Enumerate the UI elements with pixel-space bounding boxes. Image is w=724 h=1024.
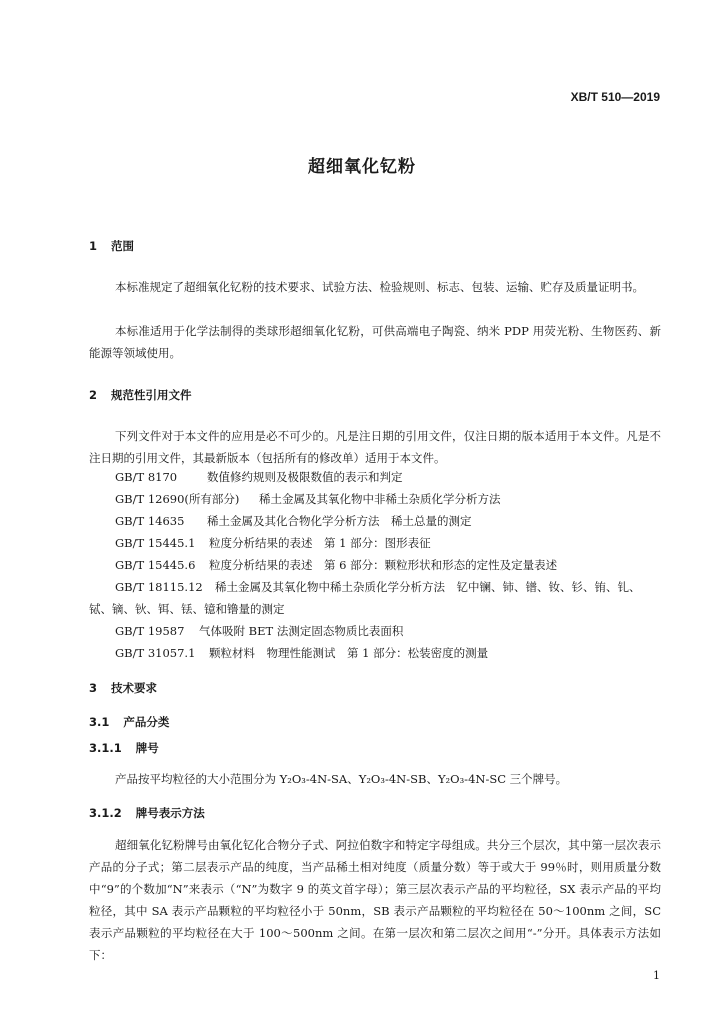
reference-code: GB/T 19587 [115,624,185,638]
section-2-heading [89,387,192,403]
section-3-1-2-heading [89,805,205,821]
reference-title: 铽、镝、钬、铒、铥、镱和镥量的测定 [89,602,285,616]
reference-code: GB/T 31057.1 [115,646,196,660]
reference-title: 稀土金属及其氧化物中非稀土杂质化学分析方法 [259,492,501,506]
page-number: 1 [653,969,660,982]
reference-title: 数值修约规则及极限数值的表示和判定 [207,470,403,484]
reference-code: GB/T 15445.6 [115,558,196,572]
reference-title: 稀土金属及其氧化物中稀土杂质化学分析方法 钇中镧、铈、镨、钕、钐、铕、钆、 [215,580,641,594]
section-3-heading [89,680,157,696]
section-1-para-1: 本标准规定了超细氧化钇粉的技术要求、试验方法、检验规则、标志、包装、运输、贮存及质量证明书。 [115,280,644,294]
section-1-number: 1 [89,239,98,253]
reference-item [115,623,403,639]
reference-code: GB/T 14635 [115,514,185,528]
section-3-1-1-title: 牌号 [135,741,159,755]
reference-item [115,579,641,595]
reference-item-continuation [89,601,285,617]
reference-item [115,469,403,485]
section-1-para-2: 本标准适用于化学法制得的类球形超细氧化钇粉，可供高端电子陶瓷、纳米 PDP 用荧光粉、生物医药、新能源等领域使用。 [89,324,661,360]
reference-code: GB/T 8170 [115,470,178,484]
reference-code: GB/T 12690(所有部分) [115,492,240,506]
section-1-title: 范围 [111,239,135,253]
section-3-1-1-heading [89,740,159,756]
reference-title: 稀土金属及其化合物化学分析方法 稀土总量的测定 [207,514,472,528]
section-2-intro: 下列文件对于本文件的应用是必不可少的。凡是注日期的引用文件，仅注日期的版本适用于本文件。凡是不注日期的引用文件，其最新版本（包括所有的修改单）适用于本文件。 [89,429,661,465]
reference-title: 粒度分析结果的表述 第 1 部分：图形表征 [209,536,431,550]
reference-title: 颗粒材料 物理性能测试 第 1 部分：松装密度的测量 [209,646,489,660]
reference-item [115,645,488,661]
section-3-1-title: 产品分类 [123,715,170,729]
standard-code: XB/T 510—2019 [570,90,660,104]
reference-item [115,535,431,551]
section-3-1-2-number: 3.1.2 [89,806,122,820]
reference-code: GB/T 15445.1 [115,536,196,550]
reference-item [115,513,472,529]
reference-title: 粒度分析结果的表述 第 6 部分：颗粒形状和形态的定性及定量表述 [209,558,558,572]
section-3-1-1-number: 3.1.1 [89,741,122,755]
section-3-1-2-text: 超细氧化钇粉牌号由氧化钇化合物分子式、阿拉伯数字和特定字母组成。共分三个层次，其中第一层次表示产品的分子式；第二层表示产品的纯度，当产品稀土相对纯度（质量分数）等于或大于 99％时，则用质量分数中“9”的个数加“N”来表示（“N”为数字 9 的英文首字母）；第三层次表示产品的平均粒径，SX 表示产品的平均粒径，其中 SA 表示产品颗粒的平均粒径小于 50nm，SB 表示产品颗粒的平均粒径在 50～100nm 之间，SC 表示产品颗粒的平均粒径在大于 100～500nm 之间。在第一层次和第二层次之间用“-”分开。具体表示方法如下： [89,838,661,962]
section-3-1-number: 3.1 [89,715,110,729]
reference-code: GB/T 18115.12 [115,580,203,594]
reference-item [115,557,557,573]
section-2-number: 2 [89,388,98,402]
section-3-1-heading [89,714,169,730]
reference-title: 气体吸附 BET 法测定固态物质比表面积 [199,624,404,638]
reference-item [115,491,501,507]
section-3-number: 3 [89,681,98,695]
section-3-title: 技术要求 [111,681,158,695]
section-2-title: 规范性引用文件 [111,388,192,402]
section-1-heading [89,238,134,254]
document-title: 超细氧化钇粉 [308,157,416,177]
section-3-1-1-text: 产品按平均粒径的大小范围分为 Y₂O₃-4N-SA、Y₂O₃-4N-SB、Y₂O₃-4N-SC 三个牌号。 [115,772,568,786]
section-3-1-2-title: 牌号表示方法 [135,806,205,820]
